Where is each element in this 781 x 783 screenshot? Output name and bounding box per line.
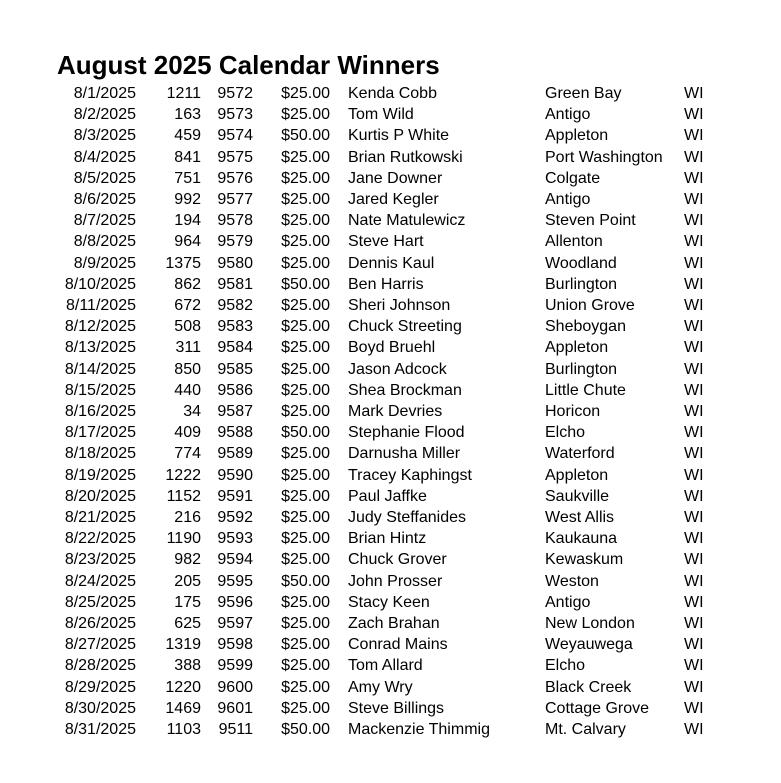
date-cell: 8/16/2025 bbox=[64, 403, 136, 421]
city-cell: Appleton bbox=[545, 127, 609, 145]
ticket-cell: 9584 bbox=[217, 339, 253, 357]
number-cell: 388 bbox=[174, 657, 201, 675]
date-cell: 8/4/2025 bbox=[73, 148, 136, 166]
prize-cell: $25.00 bbox=[281, 509, 330, 527]
city-cell: Black Creek bbox=[545, 678, 632, 696]
winner-name-cell: Darnusha Miller bbox=[348, 445, 461, 463]
winner-name-cell: Chuck Grover bbox=[348, 551, 447, 569]
ticket-cell: 9575 bbox=[217, 148, 253, 166]
winner-name-cell: Steve Billings bbox=[348, 699, 445, 717]
state-cell: WI bbox=[684, 381, 704, 399]
table-row bbox=[0, 337, 724, 358]
winner-name-cell: Mark Devries bbox=[348, 403, 443, 421]
spacer-cell bbox=[330, 316, 348, 337]
prize-cell: $25.00 bbox=[281, 360, 330, 378]
number-cell: 409 bbox=[174, 424, 201, 442]
state-cell: WI bbox=[684, 127, 704, 145]
date-cell: 8/18/2025 bbox=[64, 445, 136, 463]
spacer-cell bbox=[330, 507, 348, 528]
spacer-cell bbox=[330, 274, 348, 295]
city-cell: Woodland bbox=[545, 254, 617, 272]
city-cell: Mt. Calvary bbox=[545, 721, 626, 739]
date-cell: 8/25/2025 bbox=[64, 593, 136, 611]
city-cell: Burlington bbox=[545, 275, 618, 293]
spacer-cell bbox=[330, 359, 348, 380]
spacer-cell bbox=[330, 189, 348, 210]
number-cell: 1222 bbox=[165, 466, 201, 484]
number-cell: 194 bbox=[174, 212, 201, 230]
city-cell: Antigo bbox=[545, 191, 591, 209]
prize-cell: $25.00 bbox=[281, 615, 330, 633]
table-row bbox=[0, 443, 724, 464]
number-cell: 1211 bbox=[166, 85, 201, 102]
spacer-cell bbox=[330, 210, 348, 231]
state-cell: WI bbox=[684, 678, 704, 696]
prize-cell: $25.00 bbox=[281, 339, 330, 357]
number-cell: 508 bbox=[174, 318, 201, 336]
prize-cell: $50.00 bbox=[281, 572, 330, 590]
spacer-cell bbox=[330, 401, 348, 422]
number-cell: 751 bbox=[174, 169, 201, 187]
city-cell: Weston bbox=[545, 572, 599, 590]
date-cell: 8/22/2025 bbox=[64, 530, 136, 548]
date-cell: 8/14/2025 bbox=[64, 360, 136, 378]
winner-name-cell: Chuck Streeting bbox=[348, 318, 462, 336]
prize-cell: $25.00 bbox=[281, 85, 330, 102]
ticket-cell: 9573 bbox=[217, 106, 253, 124]
spacer-cell bbox=[330, 253, 348, 274]
ticket-cell: 9582 bbox=[217, 297, 253, 315]
spacer-cell bbox=[330, 719, 348, 740]
ticket-cell: 9591 bbox=[217, 487, 253, 505]
ticket-cell: 9572 bbox=[217, 85, 253, 102]
state-cell: WI bbox=[684, 106, 704, 124]
table-row bbox=[0, 465, 724, 486]
table-row bbox=[0, 655, 724, 676]
state-cell: WI bbox=[684, 148, 704, 166]
date-cell: 8/11/2025 bbox=[66, 297, 136, 315]
prize-cell: $25.00 bbox=[281, 445, 330, 463]
winner-name-cell: Zach Brahan bbox=[348, 615, 440, 633]
prize-cell: $25.00 bbox=[281, 699, 330, 717]
date-cell: 8/20/2025 bbox=[64, 487, 136, 505]
ticket-cell: 9577 bbox=[217, 191, 253, 209]
date-cell: 8/23/2025 bbox=[64, 551, 136, 569]
winner-name-cell: Kenda Cobb bbox=[348, 85, 437, 102]
state-cell: WI bbox=[684, 233, 704, 251]
winner-name-cell: Tracey Kaphingst bbox=[348, 466, 472, 484]
spacer-cell bbox=[330, 422, 348, 443]
prize-cell: $25.00 bbox=[281, 636, 330, 654]
prize-cell: $25.00 bbox=[281, 169, 330, 187]
table-row bbox=[0, 401, 724, 422]
state-cell: WI bbox=[684, 212, 704, 230]
prize-cell: $25.00 bbox=[281, 233, 330, 251]
ticket-cell: 9600 bbox=[217, 678, 253, 696]
table-row bbox=[0, 486, 724, 507]
date-cell: 8/31/2025 bbox=[64, 721, 136, 739]
spacer-cell bbox=[330, 125, 348, 146]
prize-cell: $25.00 bbox=[281, 297, 330, 315]
city-cell: Steven Point bbox=[545, 212, 636, 230]
state-cell: WI bbox=[684, 424, 704, 442]
spacer-cell bbox=[330, 295, 348, 316]
city-cell: Little Chute bbox=[545, 381, 626, 399]
state-cell: WI bbox=[684, 551, 704, 569]
city-cell: Saukville bbox=[545, 487, 610, 505]
number-cell: 216 bbox=[174, 509, 201, 527]
winner-name-cell: Dennis Kaul bbox=[348, 254, 435, 272]
number-cell: 992 bbox=[174, 191, 201, 209]
state-cell: WI bbox=[684, 191, 704, 209]
number-cell: 1190 bbox=[166, 530, 201, 548]
prize-cell: $25.00 bbox=[281, 487, 330, 505]
table-row bbox=[0, 719, 724, 740]
state-cell: WI bbox=[684, 254, 704, 272]
ticket-cell: 9586 bbox=[217, 381, 253, 399]
date-cell: 8/26/2025 bbox=[64, 615, 136, 633]
spacer-cell bbox=[330, 528, 348, 549]
winner-name-cell: Sheri Johnson bbox=[348, 297, 451, 315]
prize-cell: $50.00 bbox=[281, 424, 330, 442]
prize-cell: $50.00 bbox=[281, 275, 330, 293]
spacer-cell bbox=[330, 634, 348, 655]
table-row bbox=[0, 210, 724, 231]
ticket-cell: 9511 bbox=[218, 721, 253, 739]
prize-cell: $50.00 bbox=[281, 721, 330, 739]
table-row bbox=[0, 231, 724, 252]
table-row bbox=[0, 274, 724, 295]
winners-table bbox=[0, 83, 724, 740]
spacer-cell bbox=[330, 231, 348, 252]
date-cell: 8/15/2025 bbox=[64, 381, 136, 399]
state-cell: WI bbox=[684, 721, 704, 739]
table-row bbox=[0, 571, 724, 592]
spacer-cell bbox=[330, 677, 348, 698]
ticket-cell: 9588 bbox=[217, 424, 253, 442]
city-cell: Green Bay bbox=[545, 85, 622, 102]
spacer-cell bbox=[330, 571, 348, 592]
spacer-cell bbox=[330, 655, 348, 676]
winner-name-cell: Tom Wild bbox=[348, 106, 414, 124]
winner-name-cell: Boyd Bruehl bbox=[348, 339, 436, 357]
number-cell: 862 bbox=[174, 275, 201, 293]
spacer-cell bbox=[330, 104, 348, 125]
city-cell: Sheboygan bbox=[545, 318, 626, 336]
city-cell: Antigo bbox=[545, 106, 591, 124]
table-row bbox=[0, 528, 724, 549]
city-cell: Antigo bbox=[545, 593, 591, 611]
spacer-cell bbox=[330, 380, 348, 401]
spacer-cell bbox=[330, 337, 348, 358]
state-cell: WI bbox=[684, 530, 704, 548]
city-cell: Appleton bbox=[545, 466, 609, 484]
city-cell: Port Washington bbox=[545, 148, 663, 166]
state-cell: WI bbox=[684, 572, 704, 590]
spacer-cell bbox=[330, 168, 348, 189]
city-cell: Elcho bbox=[545, 424, 586, 442]
winner-name-cell: Brian Rutkowski bbox=[348, 148, 463, 166]
date-cell: 8/8/2025 bbox=[73, 233, 136, 251]
state-cell: WI bbox=[684, 445, 704, 463]
winner-name-cell: Conrad Mains bbox=[348, 636, 448, 654]
city-cell: Elcho bbox=[545, 657, 586, 675]
winner-name-cell: Amy Wry bbox=[348, 678, 413, 696]
winner-name-cell: Jason Adcock bbox=[348, 360, 447, 378]
prize-cell: $25.00 bbox=[281, 254, 330, 272]
state-cell: WI bbox=[684, 487, 704, 505]
state-cell: WI bbox=[684, 699, 704, 717]
winner-name-cell: Stacy Keen bbox=[348, 593, 430, 611]
date-cell: 8/6/2025 bbox=[73, 191, 136, 209]
prize-cell: $25.00 bbox=[281, 106, 330, 124]
spacer-cell bbox=[330, 613, 348, 634]
number-cell: 311 bbox=[175, 339, 201, 357]
ticket-cell: 9601 bbox=[217, 699, 253, 717]
date-cell: 8/5/2025 bbox=[73, 169, 136, 187]
table-row bbox=[0, 253, 724, 274]
winner-name-cell: John Prosser bbox=[348, 572, 443, 590]
date-cell: 8/19/2025 bbox=[64, 466, 136, 484]
ticket-cell: 9594 bbox=[217, 551, 253, 569]
number-cell: 440 bbox=[174, 381, 201, 399]
ticket-cell: 9585 bbox=[217, 360, 253, 378]
winner-name-cell: Shea Brockman bbox=[348, 381, 462, 399]
prize-cell: $25.00 bbox=[281, 678, 330, 696]
date-cell: 8/29/2025 bbox=[64, 678, 136, 696]
table-row bbox=[0, 104, 724, 125]
city-cell: Cottage Grove bbox=[545, 699, 650, 717]
date-cell: 8/10/2025 bbox=[64, 275, 136, 293]
spacer-cell bbox=[330, 592, 348, 613]
table-row bbox=[0, 125, 724, 146]
state-cell: WI bbox=[684, 318, 704, 336]
state-cell: WI bbox=[684, 615, 704, 633]
winner-name-cell: Tom Allard bbox=[348, 657, 423, 675]
state-cell: WI bbox=[684, 657, 704, 675]
number-cell: 672 bbox=[174, 297, 201, 315]
state-cell: WI bbox=[684, 275, 704, 293]
prize-cell: $25.00 bbox=[281, 212, 330, 230]
number-cell: 1319 bbox=[165, 636, 201, 654]
spacer-cell bbox=[330, 698, 348, 719]
state-cell: WI bbox=[684, 85, 704, 102]
winner-name-cell: Nate Matulewicz bbox=[348, 212, 466, 230]
city-cell: Kewaskum bbox=[545, 551, 624, 569]
table-row bbox=[0, 677, 724, 698]
ticket-cell: 9580 bbox=[217, 254, 253, 272]
state-cell: WI bbox=[684, 297, 704, 315]
ticket-cell: 9587 bbox=[217, 403, 253, 421]
winner-name-cell: Jared Kegler bbox=[348, 191, 439, 209]
number-cell: 34 bbox=[183, 403, 201, 421]
number-cell: 1152 bbox=[166, 487, 201, 505]
table-row bbox=[0, 634, 724, 655]
date-cell: 8/27/2025 bbox=[64, 636, 136, 654]
spacer-cell bbox=[330, 443, 348, 464]
table-row bbox=[0, 613, 724, 634]
state-cell: WI bbox=[684, 636, 704, 654]
number-cell: 1375 bbox=[165, 254, 201, 272]
ticket-cell: 9597 bbox=[217, 615, 253, 633]
number-cell: 850 bbox=[174, 360, 201, 378]
date-cell: 8/2/2025 bbox=[73, 106, 136, 124]
number-cell: 175 bbox=[174, 593, 201, 611]
table-row bbox=[0, 549, 724, 570]
winner-name-cell: Stephanie Flood bbox=[348, 424, 465, 442]
prize-cell: $50.00 bbox=[281, 127, 330, 145]
date-cell: 8/9/2025 bbox=[73, 254, 136, 272]
date-cell: 8/7/2025 bbox=[73, 212, 136, 230]
state-cell: WI bbox=[684, 339, 704, 357]
number-cell: 1469 bbox=[165, 699, 201, 717]
ticket-cell: 9596 bbox=[217, 593, 253, 611]
winner-name-cell: Kurtis P White bbox=[348, 127, 450, 145]
page-title: August 2025 Calendar Winners bbox=[57, 50, 440, 80]
ticket-cell: 9583 bbox=[217, 318, 253, 336]
state-cell: WI bbox=[684, 360, 704, 378]
number-cell: 1220 bbox=[165, 678, 201, 696]
table-row bbox=[0, 189, 724, 210]
city-cell: Kaukauna bbox=[545, 530, 618, 548]
city-cell: Burlington bbox=[545, 360, 618, 378]
winner-name-cell: Jane Downer bbox=[348, 169, 443, 187]
city-cell: Waterford bbox=[545, 445, 615, 463]
date-cell: 8/13/2025 bbox=[64, 339, 136, 357]
city-cell: Appleton bbox=[545, 339, 609, 357]
state-cell: WI bbox=[684, 466, 704, 484]
spacer-cell bbox=[330, 465, 348, 486]
date-cell: 8/17/2025 bbox=[64, 424, 136, 442]
city-cell: Allenton bbox=[545, 233, 603, 251]
prize-cell: $25.00 bbox=[281, 466, 330, 484]
winner-name-cell: Brian Hintz bbox=[348, 530, 427, 548]
winner-name-cell: Paul Jaffke bbox=[348, 487, 427, 505]
ticket-cell: 9598 bbox=[217, 636, 253, 654]
city-cell: Weyauwega bbox=[545, 636, 633, 654]
winner-name-cell: Ben Harris bbox=[348, 275, 424, 293]
number-cell: 982 bbox=[174, 551, 201, 569]
prize-cell: $25.00 bbox=[281, 593, 330, 611]
ticket-cell: 9579 bbox=[217, 233, 253, 251]
prize-cell: $25.00 bbox=[281, 381, 330, 399]
state-cell: WI bbox=[684, 169, 704, 187]
winner-name-cell: Mackenzie Thimmig bbox=[348, 721, 490, 739]
date-cell: 8/3/2025 bbox=[73, 127, 136, 145]
ticket-cell: 9581 bbox=[217, 275, 253, 293]
spacer-cell bbox=[330, 486, 348, 507]
number-cell: 625 bbox=[174, 615, 201, 633]
spacer-cell bbox=[330, 83, 348, 104]
prize-cell: $25.00 bbox=[281, 551, 330, 569]
prize-cell: $25.00 bbox=[281, 191, 330, 209]
prize-cell: $25.00 bbox=[281, 403, 330, 421]
state-cell: WI bbox=[684, 593, 704, 611]
ticket-cell: 9590 bbox=[217, 466, 253, 484]
winner-name-cell: Steve Hart bbox=[348, 233, 424, 251]
number-cell: 459 bbox=[174, 127, 201, 145]
date-cell: 8/28/2025 bbox=[64, 657, 136, 675]
ticket-cell: 9574 bbox=[217, 127, 253, 145]
ticket-cell: 9593 bbox=[217, 530, 253, 548]
ticket-cell: 9595 bbox=[217, 572, 253, 590]
spacer-cell bbox=[330, 147, 348, 168]
date-cell: 8/24/2025 bbox=[64, 572, 136, 590]
prize-cell: $25.00 bbox=[281, 148, 330, 166]
number-cell: 774 bbox=[174, 445, 201, 463]
city-cell: Union Grove bbox=[545, 297, 635, 315]
winner-name-cell: Judy Steffanides bbox=[348, 509, 467, 527]
ticket-cell: 9576 bbox=[217, 169, 253, 187]
table-row bbox=[0, 168, 724, 189]
ticket-cell: 9592 bbox=[217, 509, 253, 527]
table-row bbox=[0, 698, 724, 719]
state-cell: WI bbox=[684, 509, 704, 527]
table-row bbox=[0, 422, 724, 443]
date-cell: 8/1/2025 bbox=[73, 85, 136, 102]
table-row bbox=[0, 147, 724, 168]
city-cell: New London bbox=[545, 615, 635, 633]
number-cell: 841 bbox=[174, 148, 201, 166]
city-cell: West Allis bbox=[545, 509, 615, 527]
prize-cell: $25.00 bbox=[281, 657, 330, 675]
ticket-cell: 9578 bbox=[217, 212, 253, 230]
state-cell: WI bbox=[684, 403, 704, 421]
date-cell: 8/30/2025 bbox=[64, 699, 136, 717]
number-cell: 205 bbox=[174, 572, 201, 590]
ticket-cell: 9599 bbox=[217, 657, 253, 675]
table-row bbox=[0, 359, 724, 380]
winners-table-body bbox=[0, 83, 724, 740]
date-cell: 8/21/2025 bbox=[64, 509, 136, 527]
table-row bbox=[0, 83, 724, 104]
spacer-cell bbox=[330, 549, 348, 570]
table-row bbox=[0, 295, 724, 316]
city-cell: Colgate bbox=[545, 169, 601, 187]
ticket-cell: 9589 bbox=[217, 445, 253, 463]
date-cell: 8/12/2025 bbox=[64, 318, 136, 336]
table-row bbox=[0, 380, 724, 401]
table-row bbox=[0, 592, 724, 613]
prize-cell: $25.00 bbox=[281, 318, 330, 336]
prize-cell: $25.00 bbox=[281, 530, 330, 548]
city-cell: Horicon bbox=[545, 403, 601, 421]
number-cell: 964 bbox=[174, 233, 201, 251]
table-row bbox=[0, 507, 724, 528]
table-row bbox=[0, 316, 724, 337]
number-cell: 163 bbox=[174, 106, 201, 124]
number-cell: 1103 bbox=[166, 721, 201, 739]
